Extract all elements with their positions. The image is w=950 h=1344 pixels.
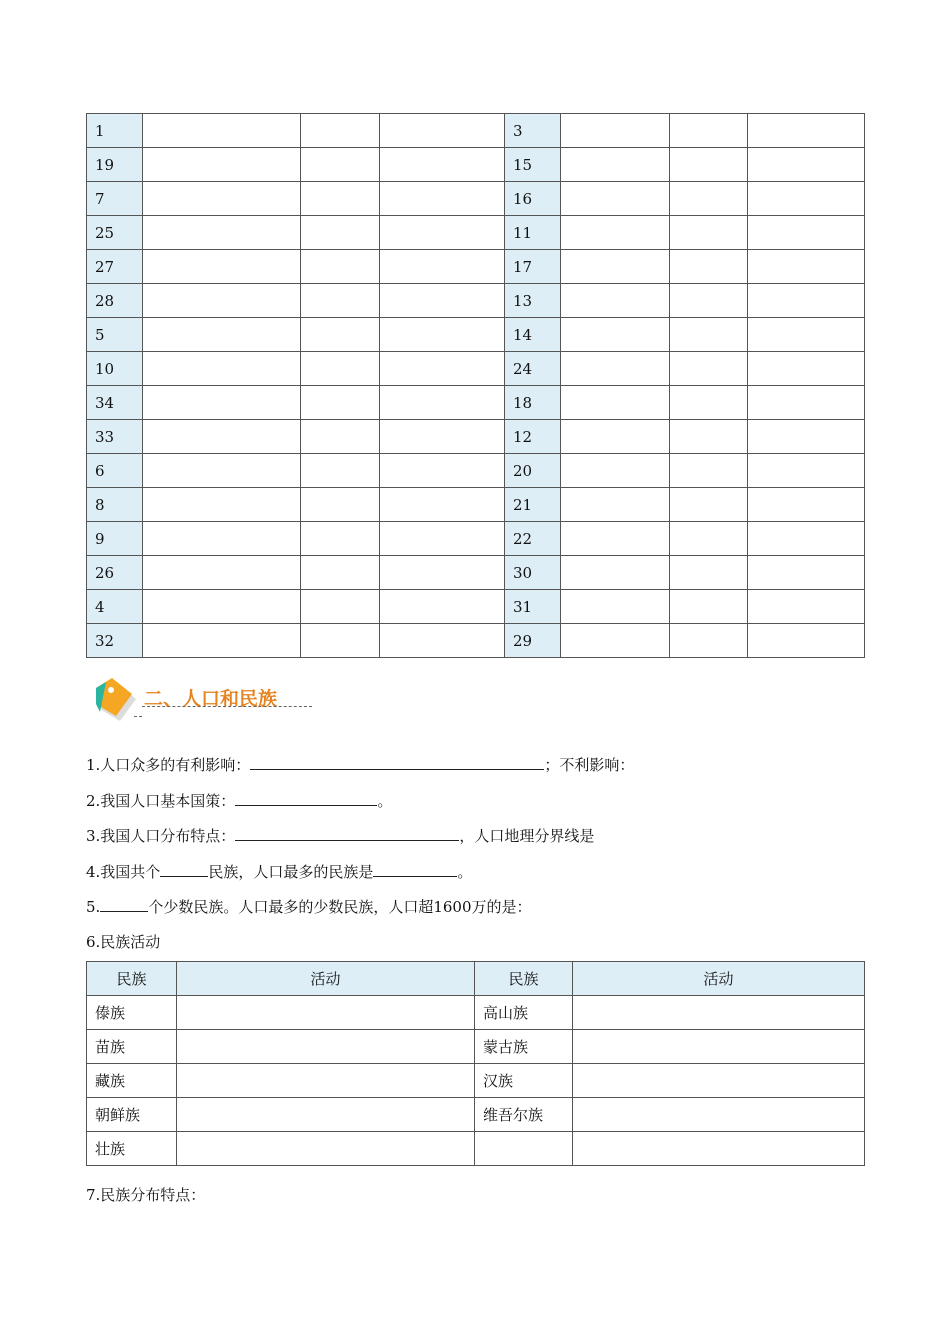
question-2 — [86, 790, 392, 811]
ethnic-name-left: 壮族 — [87, 1132, 177, 1166]
title-underline — [142, 706, 312, 707]
answer-cell[interactable] — [561, 318, 670, 352]
answer-cell[interactable] — [670, 488, 748, 522]
q5-blank[interactable] — [100, 897, 148, 912]
section-title: 二、人口和民族 — [144, 688, 278, 710]
tag-icon — [92, 676, 140, 722]
table-row — [87, 1132, 865, 1166]
q4-text-a: 4.我国共个 — [86, 863, 161, 881]
ethnic-name-left: 苗族 — [87, 1030, 177, 1064]
answer-cell[interactable] — [561, 148, 670, 182]
question-3 — [86, 825, 594, 846]
answer-cell[interactable] — [561, 556, 670, 590]
question-6: 6.民族活动 — [86, 933, 161, 951]
activity-cell[interactable] — [177, 1064, 475, 1098]
province-table — [86, 113, 865, 658]
table-row — [87, 250, 865, 284]
q2-text-b: 。 — [377, 792, 393, 810]
answer-cell[interactable] — [670, 148, 748, 182]
ethnic-name-right: 维吾尔族 — [475, 1098, 573, 1132]
answer-cell[interactable] — [301, 148, 380, 182]
row-number-left: 8 — [87, 488, 143, 522]
ethnic-name-right: 高山族 — [475, 996, 573, 1030]
ethnic-name-right: 蒙古族 — [475, 1030, 573, 1064]
answer-cell[interactable] — [748, 148, 865, 182]
q5-text-a: 5. — [86, 898, 101, 916]
table-row — [87, 1030, 865, 1064]
answer-cell[interactable] — [670, 182, 748, 216]
activity-cell[interactable] — [177, 1132, 475, 1166]
answer-cell[interactable] — [301, 318, 380, 352]
answer-cell[interactable] — [301, 352, 380, 386]
row-number-left: 34 — [87, 386, 143, 420]
answer-cell[interactable] — [670, 590, 748, 624]
answer-cell[interactable] — [301, 216, 380, 250]
activity-cell[interactable] — [177, 996, 475, 1030]
table-row — [87, 556, 865, 590]
answer-cell[interactable] — [301, 488, 380, 522]
q3-text-b: ，人口地理分界线是 — [459, 827, 595, 845]
row-number-left: 6 — [87, 454, 143, 488]
answer-cell[interactable] — [143, 556, 301, 590]
answer-cell[interactable] — [380, 148, 505, 182]
table-row — [87, 318, 865, 352]
answer-cell[interactable] — [143, 182, 301, 216]
answer-cell[interactable] — [143, 352, 301, 386]
answer-cell[interactable] — [748, 352, 865, 386]
row-number-right: 21 — [505, 488, 561, 522]
row-number-left: 9 — [87, 522, 143, 556]
answer-cell[interactable] — [380, 420, 505, 454]
answer-cell[interactable] — [670, 250, 748, 284]
table-row — [87, 1064, 865, 1098]
answer-cell[interactable] — [380, 352, 505, 386]
answer-cell[interactable] — [380, 590, 505, 624]
answer-cell[interactable] — [670, 352, 748, 386]
row-number-right: 3 — [505, 114, 561, 148]
answer-cell[interactable] — [670, 454, 748, 488]
ethnic-name-left: 朝鲜族 — [87, 1098, 177, 1132]
answer-cell[interactable] — [748, 624, 865, 658]
answer-cell[interactable] — [380, 216, 505, 250]
answer-cell[interactable] — [143, 454, 301, 488]
answer-cell[interactable] — [380, 284, 505, 318]
answer-cell[interactable] — [301, 522, 380, 556]
row-number-right: 20 — [505, 454, 561, 488]
answer-cell[interactable] — [301, 114, 380, 148]
table-row — [87, 148, 865, 182]
answer-cell[interactable] — [380, 522, 505, 556]
row-number-right: 15 — [505, 148, 561, 182]
table-row — [87, 522, 865, 556]
answer-cell[interactable] — [748, 454, 865, 488]
ethnic-activity-table — [86, 961, 865, 1166]
answer-cell[interactable] — [380, 114, 505, 148]
row-number-left: 26 — [87, 556, 143, 590]
activity-cell[interactable] — [177, 1030, 475, 1064]
answer-cell[interactable] — [301, 250, 380, 284]
row-number-right: 31 — [505, 590, 561, 624]
q5-text-b: 个少数民族。人口最多的少数民族，人口超1600万的是： — [148, 898, 532, 916]
table-row — [87, 386, 865, 420]
title-underline-short — [134, 716, 142, 717]
section-header — [92, 676, 322, 722]
row-number-left: 27 — [87, 250, 143, 284]
header-ethnic-2: 民族 — [475, 962, 573, 996]
answer-cell[interactable] — [748, 318, 865, 352]
answer-cell[interactable] — [670, 420, 748, 454]
answer-cell[interactable] — [561, 420, 670, 454]
answer-cell[interactable] — [143, 488, 301, 522]
question-4 — [86, 861, 472, 882]
answer-cell[interactable] — [380, 318, 505, 352]
activity-cell[interactable] — [573, 996, 865, 1030]
activity-cell[interactable] — [573, 1132, 865, 1166]
header-ethnic-1: 民族 — [87, 962, 177, 996]
answer-cell[interactable] — [143, 284, 301, 318]
row-number-right: 11 — [505, 216, 561, 250]
ethnic-name-left: 藏族 — [87, 1064, 177, 1098]
row-number-right: 18 — [505, 386, 561, 420]
answer-cell[interactable] — [748, 522, 865, 556]
q4-blank-1[interactable] — [160, 862, 208, 877]
header-activity-1: 活动 — [177, 962, 475, 996]
answer-cell[interactable] — [143, 590, 301, 624]
answer-cell[interactable] — [561, 114, 670, 148]
ethnic-name-right — [475, 1132, 573, 1166]
table-row — [87, 488, 865, 522]
answer-cell[interactable] — [748, 590, 865, 624]
answer-cell[interactable] — [670, 556, 748, 590]
table-header-row — [87, 962, 865, 996]
row-number-left: 25 — [87, 216, 143, 250]
answer-cell[interactable] — [380, 556, 505, 590]
answer-cell[interactable] — [748, 114, 865, 148]
answer-cell[interactable] — [561, 250, 670, 284]
ethnic-name-right: 汉族 — [475, 1064, 573, 1098]
row-number-left: 7 — [87, 182, 143, 216]
table-row — [87, 352, 865, 386]
table-row — [87, 114, 865, 148]
table-row — [87, 996, 865, 1030]
answer-cell[interactable] — [380, 182, 505, 216]
row-number-right: 14 — [505, 318, 561, 352]
row-number-right: 17 — [505, 250, 561, 284]
answer-cell[interactable] — [561, 522, 670, 556]
answer-cell[interactable] — [748, 488, 865, 522]
answer-cell[interactable] — [561, 624, 670, 658]
answer-cell[interactable] — [561, 284, 670, 318]
row-number-left: 4 — [87, 590, 143, 624]
answer-cell[interactable] — [561, 182, 670, 216]
answer-cell[interactable] — [301, 420, 380, 454]
answer-cell[interactable] — [670, 284, 748, 318]
q1-blank-1[interactable] — [250, 755, 544, 770]
answer-cell[interactable] — [748, 420, 865, 454]
row-number-right: 29 — [505, 624, 561, 658]
answer-cell[interactable] — [301, 182, 380, 216]
answer-cell[interactable] — [143, 386, 301, 420]
q3-text-a: 3.我国人口分布特点： — [86, 827, 236, 845]
row-number-left: 28 — [87, 284, 143, 318]
answer-cell[interactable] — [748, 250, 865, 284]
answer-cell[interactable] — [670, 216, 748, 250]
table-row — [87, 454, 865, 488]
answer-cell[interactable] — [670, 386, 748, 420]
activity-cell[interactable] — [573, 1030, 865, 1064]
answer-cell[interactable] — [380, 488, 505, 522]
answer-cell[interactable] — [748, 556, 865, 590]
row-number-right: 13 — [505, 284, 561, 318]
activity-cell[interactable] — [573, 1098, 865, 1132]
table-row — [87, 590, 865, 624]
answer-cell[interactable] — [748, 182, 865, 216]
answer-cell[interactable] — [143, 148, 301, 182]
answer-cell[interactable] — [561, 216, 670, 250]
answer-cell[interactable] — [670, 114, 748, 148]
activity-cell[interactable] — [177, 1098, 475, 1132]
q3-blank[interactable] — [235, 826, 459, 841]
answer-cell[interactable] — [561, 386, 670, 420]
answer-cell[interactable] — [143, 420, 301, 454]
answer-cell[interactable] — [301, 386, 380, 420]
answer-cell[interactable] — [301, 556, 380, 590]
table-row — [87, 420, 865, 454]
table-row — [87, 624, 865, 658]
row-number-right: 22 — [505, 522, 561, 556]
row-number-right: 24 — [505, 352, 561, 386]
answer-cell[interactable] — [143, 114, 301, 148]
row-number-left: 5 — [87, 318, 143, 352]
answer-cell[interactable] — [561, 352, 670, 386]
row-number-left: 32 — [87, 624, 143, 658]
answer-cell[interactable] — [143, 216, 301, 250]
answer-cell[interactable] — [561, 454, 670, 488]
answer-cell[interactable] — [143, 522, 301, 556]
answer-cell[interactable] — [301, 590, 380, 624]
answer-cell[interactable] — [143, 624, 301, 658]
answer-cell[interactable] — [748, 216, 865, 250]
answer-cell[interactable] — [748, 284, 865, 318]
header-activity-2: 活动 — [573, 962, 865, 996]
answer-cell[interactable] — [670, 624, 748, 658]
q4-blank-2[interactable] — [373, 862, 457, 877]
answer-cell[interactable] — [670, 522, 748, 556]
row-number-right: 12 — [505, 420, 561, 454]
answer-cell[interactable] — [748, 386, 865, 420]
answer-cell[interactable] — [561, 590, 670, 624]
answer-cell[interactable] — [670, 318, 748, 352]
q4-text-c: 。 — [457, 863, 473, 881]
q4-text-b: 民族，人口最多的民族是 — [208, 863, 374, 881]
row-number-left: 33 — [87, 420, 143, 454]
answer-cell[interactable] — [380, 624, 505, 658]
answer-cell[interactable] — [143, 250, 301, 284]
q1-text-a: 1.人口众多的有利影响： — [86, 756, 251, 774]
table-row — [87, 182, 865, 216]
answer-cell[interactable] — [301, 284, 380, 318]
ethnic-name-left: 傣族 — [87, 996, 177, 1030]
question-1 — [86, 754, 634, 775]
q2-text-a: 2.我国人口基本国策： — [86, 792, 236, 810]
row-number-left: 10 — [87, 352, 143, 386]
table-row — [87, 1098, 865, 1132]
q1-text-b: ；不利影响： — [544, 756, 635, 774]
answer-cell[interactable] — [380, 386, 505, 420]
q2-blank[interactable] — [235, 791, 377, 806]
question-5 — [86, 896, 532, 917]
table-row — [87, 284, 865, 318]
answer-cell[interactable] — [143, 318, 301, 352]
answer-cell[interactable] — [561, 488, 670, 522]
row-number-right: 30 — [505, 556, 561, 590]
answer-cell[interactable] — [301, 454, 380, 488]
row-number-left: 19 — [87, 148, 143, 182]
row-number-left: 1 — [87, 114, 143, 148]
activity-cell[interactable] — [573, 1064, 865, 1098]
answer-cell[interactable] — [380, 454, 505, 488]
answer-cell[interactable] — [380, 250, 505, 284]
row-number-right: 16 — [505, 182, 561, 216]
answer-cell[interactable] — [301, 624, 380, 658]
table-row — [87, 216, 865, 250]
question-7: 7.民族分布特点： — [86, 1186, 206, 1204]
